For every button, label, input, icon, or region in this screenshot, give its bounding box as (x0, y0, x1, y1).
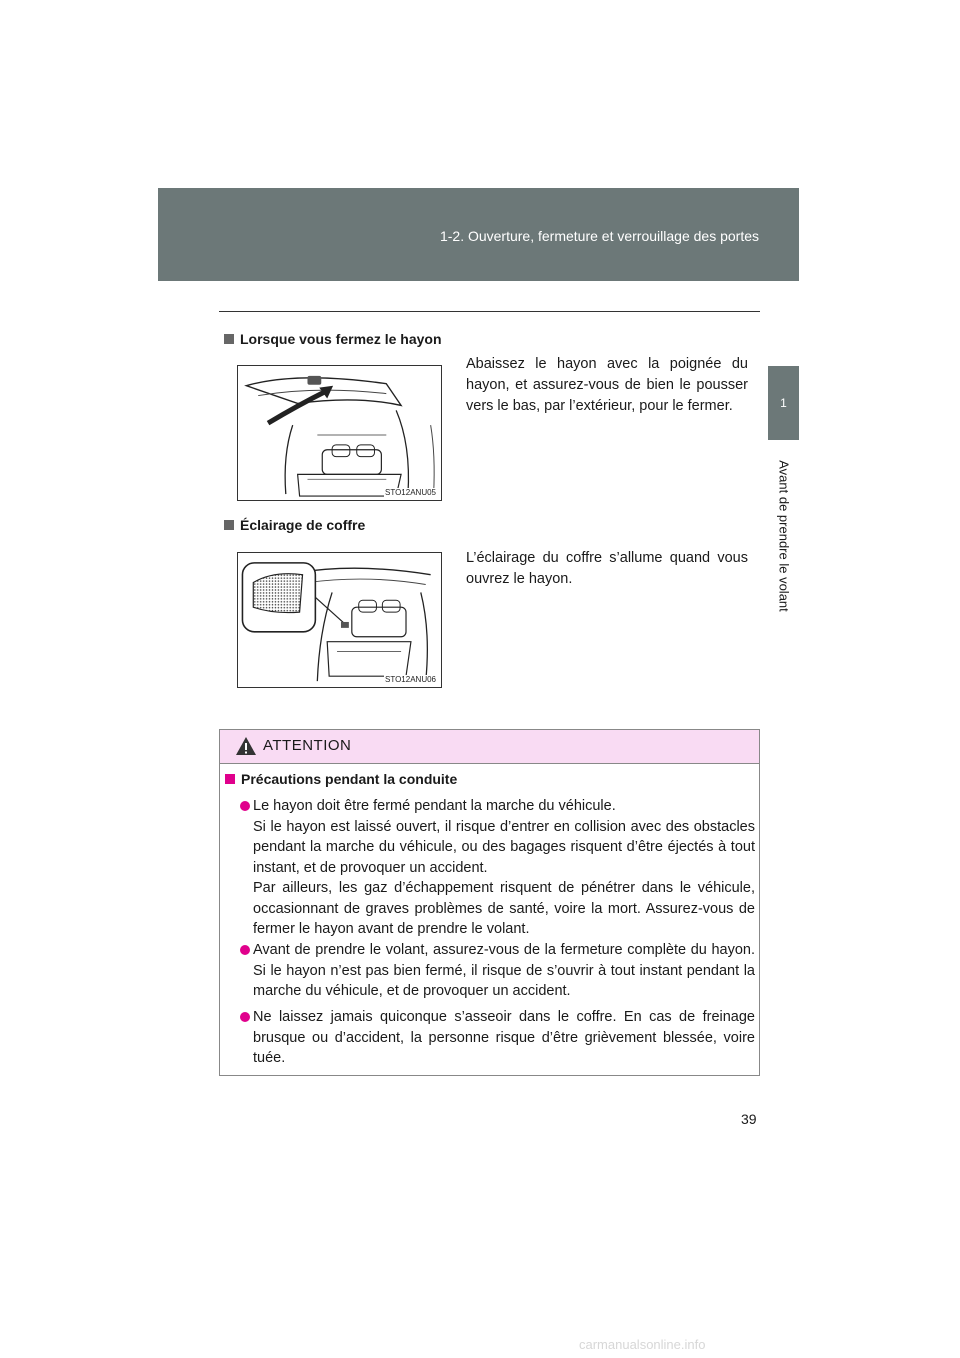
warning-bullet-line: Avant de prendre le volant, assurez-vous de la fermeture complète du hayon. Si le hayon n’est pas bien fermé, il risque de s’ouvrir à tout instant pendant la marche du véhicule, et de provoquer un accident. (253, 942, 755, 999)
chapter-header (158, 188, 799, 281)
trunk-light-figure (237, 552, 442, 688)
bullet-dot-icon (240, 1012, 250, 1022)
warning-bullet (240, 796, 755, 940)
chapter-tab[interactable] (768, 366, 799, 440)
chapter-side-label (770, 451, 797, 621)
section-title-closing (224, 331, 442, 347)
warning-bullet-line: Le hayon doit être fermé pendant la marche du véhicule. (253, 798, 616, 814)
warning-subtitle-text: Précautions pendant la conduite (241, 771, 458, 787)
section-title-text: Lorsque vous fermez le hayon (240, 331, 442, 347)
warning-subtitle (225, 771, 457, 787)
warning-bullet-line: Par ailleurs, les gaz d’échappement risquent de pénétrer dans le véhicule, occasionnant de graves problèmes de santé, voire la mort. Assurez-vous de fermer le hayon avant de prendre le volant. (253, 880, 755, 937)
section-title-text: Éclairage de coffre (240, 517, 366, 533)
section-body-trunk-light: L’éclairage du coffre s’allume quand vous ouvrez le hayon. (466, 550, 748, 587)
warning-box (219, 729, 760, 1076)
hatchback-closing-illustration-icon (238, 366, 441, 500)
figure-code: STO12ANU06 (385, 675, 436, 684)
warning-bullet-line: Ne laissez jamais quiconque s’asseoir dans le coffre. En cas de freinage brusque ou d’accident, la personne risque d’être grièvement blessée, voire tuée. (253, 1009, 755, 1066)
footer-watermark[interactable]: carmanualsonline.info (579, 1337, 706, 1352)
chapter-side-label-text: Avant de prendre le volant (776, 460, 791, 612)
warning-bullet (240, 1007, 755, 1069)
square-bullet-icon (224, 520, 234, 530)
warning-header (220, 730, 759, 764)
bullet-dot-icon (240, 945, 250, 955)
chapter-title: 1-2. Ouverture, fermeture et verrouillage des portes (439, 228, 759, 244)
warning-bullet (240, 940, 755, 1002)
bullet-dot-icon (240, 801, 250, 811)
figure-code: STO12ANU05 (385, 488, 436, 497)
chapter-tab-number: 1 (780, 396, 787, 410)
section-title-trunk-light (224, 517, 365, 533)
square-bullet-icon (224, 334, 234, 344)
trunk-light-illustration-icon (238, 553, 441, 687)
page-number: 39 (741, 1111, 757, 1127)
warning-triangle-icon (235, 736, 257, 756)
warning-heading: ATTENTION (263, 737, 352, 754)
warning-bullet-line: Si le hayon est laissé ouvert, il risque d’entrer en collision avec des obstacles pendant la marche du véhicule, ou des bagages risquent d’être éjectés à tout instant, et de provoquer un accident. (253, 818, 755, 876)
hatchback-closing-figure (237, 365, 442, 501)
top-rule (219, 311, 760, 312)
square-bullet-icon (225, 774, 235, 784)
section-body-closing: Abaissez le hayon avec la poignée du hayon, et assurez-vous de bien le pousser vers le bas, par l’extérieur, pour le fermer. (466, 356, 748, 414)
